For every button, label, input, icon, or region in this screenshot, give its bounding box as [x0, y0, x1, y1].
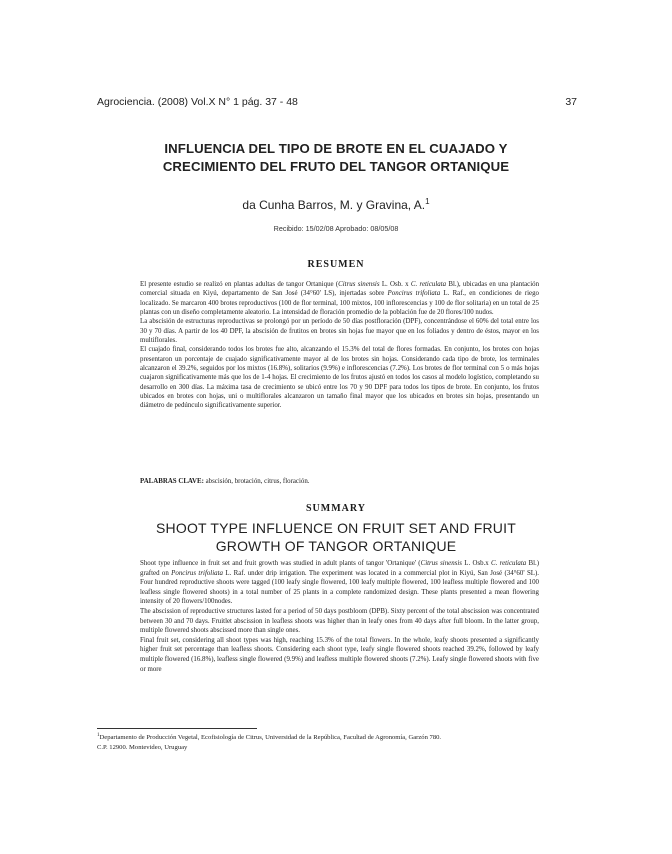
- title-es-line-1: INFLUENCIA DEL TIPO DE BROTE EN EL CUAJADO Y: [164, 141, 508, 156]
- keywords-label: PALABRAS CLAVE:: [140, 478, 204, 485]
- title-en-line-1: SHOOT TYPE INFLUENCE ON FRUIT SET AND FRUIT: [156, 520, 516, 536]
- author-names: da Cunha Barros, M. y Gravina, A.: [242, 198, 426, 212]
- received-approved-dates: Recibido: 15/02/08 Aprobado: 08/05/08: [273, 224, 399, 233]
- article-title-spanish: [110, 140, 562, 176]
- resumen-body: [140, 280, 539, 411]
- footnote-mark: 1: [97, 733, 100, 738]
- title-en-line-2: GROWTH OF TANGOR ORTANIQUE: [215, 538, 457, 554]
- article-title-english: [110, 519, 562, 555]
- journal-citation: Agrociencia. (2008) Vol.X N° 1 pág. 37 - 48: [97, 96, 298, 108]
- resumen-paragraph-3: El cuajado final, considerando todos los brotes fue alto, alcanzando el 15.3% del total de flores formadas. En conjunto, los brotes con hojas presentaron un porcentaje de cuajado significativamente mayor al de los brotes sin hojas. Considerando cada tipo de brote, los terminales alcanzaron el 39.2%, seguidos por los mixtos (16.8%), solitarios (9.9%) e inflorescencias (7.2%). Los brotes de flor terminal con 5 o más hojas cuajaron significativamente más que los de 1-4 hojas. El crecimiento de los frutos ajustó en todos los casos al modelo logístico, completando su desarrollo en 300 días. La máxima tasa de crecimiento se ubicó entre los 70 y 90 DPF para todos los tipos de brote. En conjunto, los frutos ubicados en brotes con hojas, uni o multiflorales alcanzaron un tamaño final mayor que los ubicados en brotes sin hojas, presentando un diámetro de pedúnculo significativamente superior.: [140, 346, 539, 410]
- resumen-paragraph-1: El presente estudio se realizó en plantas adultas de tangor Ortanique (Citrus sinensis L. Osb. x C. reticulata Bl.), ubicadas en una plantación comercial situada en Kiyú, departamento de San José (34°60' LS), injertadas sobre Poncirus trifoliata L. Raf., en condiciones de riego localizado. Se marcaron 400 brotes reproductivos (100 de flor terminal, 100 mixtos, 100 inflorescencias y 100 de flor solitaria) en un total de 25 plantas con un diseño completamente aleatorio. La intensidad de floración promedio de la población fue de 20 flores/100 nudos.: [140, 281, 540, 317]
- keywords-text: abscisión, brotación, citrus, floración.: [205, 478, 310, 485]
- summary-paragraph-2: The abscission of reproductive structures lasted for a period of 50 days postbloom (DPB). Sixty percent of the total abscission was concentrated between 30 and 70 days. Fruitlet abscission in leafless shoots was higher than in leafy ones from 40 days after full bloom. In the latter group, multiple flowered shoots abscissed more than single ones.: [140, 607, 539, 635]
- page-number: 37: [565, 96, 577, 108]
- resumen-heading: RESUMEN: [307, 259, 365, 270]
- authors: [110, 197, 562, 212]
- summary-body: [140, 559, 539, 674]
- summary-paragraph-3: Final fruit set, considering all shoot types was high, reaching 15.3% of the total flowers. In the whole, leafy shoots presented a significantly higher fruit set percentage than leafless shoots. Considering each shoot type, leafy single flowered shoots reached 39.2%, followed by leafy multiple flowered (16.8%), leafless single flowered (9.9%) and leafless multiple flowered shoots (7.2%). Leafy single flowered shoots with five or more: [140, 636, 539, 673]
- footnote: [97, 731, 567, 752]
- footnote-affiliation: Departamento de Producción Vegetal, Ecofisiología de Citrus, Universidad de la República, Facultad de Agronomía, Garzón 780.: [99, 734, 442, 742]
- resumen-paragraph-2: La abscisión de estructuras reproductivas se prolongó por un período de 50 días postfloración (DPF), concentrándose el 60% del total entre los 30 y 70 días. A partir de los 40 DPF, la abscisión de frutitos en brotes sin hojas fue mayor que en los foliados y dentro de éstos, mayor en los multiflorales.: [140, 318, 539, 345]
- keywords: [140, 477, 539, 486]
- footnote-divider: [97, 728, 257, 729]
- summary-heading: SUMMARY: [306, 503, 366, 514]
- author-footnote-mark: 1: [425, 197, 430, 206]
- title-es-line-2: CRECIMIENTO DEL FRUTO DEL TANGOR ORTANIQUE: [162, 159, 510, 174]
- footnote-address: C.P. 12900. Montevideo, Uruguay: [97, 743, 188, 751]
- summary-paragraph-1: Shoot type influence in fruit set and fruit growth was studied in adult plants of tangor 'Ortanique' (Citrus sinensis L. Osb.x C. reticulata Bl.) grafted on Poncirus trifoliata L. Raf. under drip irrigation. The experiment was located in a commercial plot in Kiyú, San José (34°60' SL). Four hundred reproductive shoots were tagged (100 leafy single flowered, 100 leafy multiple flowered, 100 leafless multiple flowered and 100 leafless single flowered shoots) in a total number of 25 plants in a complete randomized design. These plants presented a mean flowering intensity of 20 flowers/100nodes.: [140, 560, 540, 606]
